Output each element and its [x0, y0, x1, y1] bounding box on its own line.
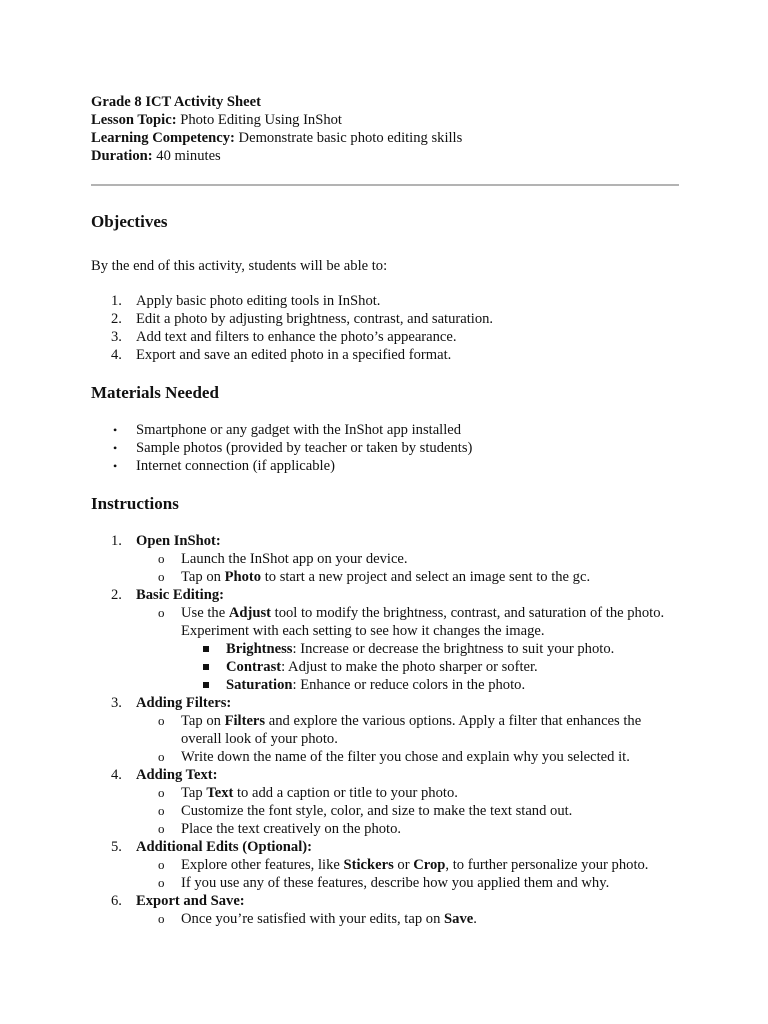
- objective-item: [91, 328, 679, 346]
- text-run: Write down the name of the filter you chose and explain why you selected it.: [181, 749, 630, 765]
- square-bullet-icon: [203, 682, 209, 688]
- material-item: [91, 439, 679, 457]
- text-run: or: [393, 857, 414, 873]
- setting-list: [181, 640, 679, 694]
- bold-term: Contrast: [226, 659, 282, 675]
- step-title: Additional Edits (Optional):: [136, 839, 312, 855]
- setting-item: [181, 640, 679, 658]
- text-run: and explore the various options. Apply a filter that enhances the overall look of your photo.: [181, 713, 642, 747]
- text-run: Use the: [181, 605, 229, 621]
- circle-bullet-icon: o: [158, 551, 165, 566]
- text-run: Once you’re satisfied with your edits, tap on: [181, 911, 445, 927]
- circle-bullet-icon: o: [158, 821, 165, 836]
- text-run: Place the text creatively on the photo.: [181, 821, 402, 837]
- bold-term: Adjust: [228, 605, 271, 621]
- material-item: [91, 421, 679, 439]
- learning-competency-label: Learning Competency:: [91, 130, 235, 146]
- substep-item: [136, 802, 679, 820]
- substep-item: [136, 604, 679, 694]
- objective-text: Edit a photo by adjusting brightness, contrast, and saturation.: [136, 311, 494, 327]
- material-item: [91, 457, 679, 475]
- step-substeps: [136, 784, 679, 838]
- step-substeps: [136, 712, 679, 766]
- materials-list: [91, 421, 679, 475]
- circle-bullet-icon: o: [158, 569, 165, 584]
- text-run: Tap: [181, 785, 207, 801]
- objective-text: Export and save an edited photo in a specified format.: [136, 347, 452, 363]
- material-text: Smartphone or any gadget with the InShot app installed: [136, 422, 462, 438]
- bullet-icon: •: [113, 459, 118, 473]
- text-run: tool to modify the brightness, contrast, and saturation of the photo. Experiment with each setting to see how it changes the image.: [181, 605, 665, 639]
- substep-item: [136, 856, 679, 874]
- step-substeps: [136, 550, 679, 586]
- square-bullet-icon: [203, 646, 209, 652]
- list-number: 4.: [111, 767, 122, 783]
- instruction-step: [91, 766, 679, 838]
- step-title: Export and Save:: [136, 893, 245, 909]
- list-number: 6.: [111, 893, 122, 909]
- circle-bullet-icon: o: [158, 605, 165, 620]
- text-run: : Adjust to make the photo sharper or softer.: [281, 659, 538, 675]
- step-title: Adding Filters:: [136, 695, 232, 711]
- objective-item: [91, 292, 679, 310]
- circle-bullet-icon: o: [158, 857, 165, 872]
- list-number: 1.: [111, 293, 122, 309]
- sheet-title: Grade 8 ICT Activity Sheet: [91, 94, 261, 110]
- instruction-step: [91, 838, 679, 892]
- instructions-list: [91, 532, 679, 928]
- objectives-list: [91, 292, 679, 364]
- list-number: 2.: [111, 587, 122, 603]
- document-header: [91, 93, 679, 165]
- instruction-step: [91, 586, 679, 694]
- substep-item: [136, 550, 679, 568]
- substep-item: [136, 874, 679, 892]
- material-text: Internet connection (if applicable): [136, 458, 335, 474]
- text-run: Launch the InShot app on your device.: [181, 551, 408, 567]
- duration: [91, 147, 679, 165]
- step-substeps: [136, 604, 679, 694]
- substep-item: [136, 910, 679, 928]
- objective-text: Add text and filters to enhance the photo’s appearance.: [136, 329, 457, 345]
- text-run: : Increase or decrease the brightness to suit your photo.: [292, 641, 615, 657]
- duration-label: Duration:: [91, 148, 153, 164]
- duration-value: 40 minutes: [152, 148, 221, 164]
- list-number: 5.: [111, 839, 122, 855]
- materials-heading: Materials Needed: [91, 383, 219, 402]
- lesson-topic-label: Lesson Topic:: [91, 112, 177, 128]
- substep-item: [136, 748, 679, 766]
- bold-term: Brightness: [226, 641, 293, 657]
- substep-item: [136, 568, 679, 586]
- text-run: Tap on: [181, 569, 225, 585]
- circle-bullet-icon: o: [158, 875, 165, 890]
- objectives-intro: By the end of this activity, students will be able to:: [91, 258, 388, 274]
- text-run: to start a new project and select an image sent to the gc.: [261, 569, 591, 585]
- setting-item: [181, 676, 679, 694]
- lesson-topic: [91, 111, 679, 129]
- activity-sheet: [91, 93, 679, 928]
- step-title: Adding Text:: [136, 767, 218, 783]
- bold-term: Filters: [224, 713, 266, 729]
- step-title: Open InShot:: [136, 533, 221, 549]
- objective-text: Apply basic photo editing tools in InShot.: [136, 293, 381, 309]
- text-run: If you use any of these features, describe how you applied them and why.: [181, 875, 610, 891]
- text-run: to add a caption or title to your photo.: [233, 785, 458, 801]
- learning-competency: [91, 129, 679, 147]
- circle-bullet-icon: o: [158, 713, 165, 728]
- circle-bullet-icon: o: [158, 749, 165, 764]
- step-substeps: [136, 856, 679, 892]
- horizontal-divider: [91, 184, 679, 186]
- list-number: 3.: [111, 695, 122, 711]
- objective-item: [91, 346, 679, 364]
- square-bullet-icon: [203, 664, 209, 670]
- text-run: , to further personalize your photo.: [445, 857, 649, 873]
- lesson-topic-value: Photo Editing Using InShot: [176, 112, 342, 128]
- circle-bullet-icon: o: [158, 803, 165, 818]
- bold-term: Text: [206, 785, 234, 801]
- text-run: : Enhance or reduce colors in the photo.: [292, 677, 526, 693]
- list-number: 3.: [111, 329, 122, 345]
- instruction-step: [91, 694, 679, 766]
- circle-bullet-icon: o: [158, 785, 165, 800]
- list-number: 4.: [111, 347, 122, 363]
- bold-term: Crop: [413, 857, 446, 873]
- circle-bullet-icon: o: [158, 911, 165, 926]
- bold-term: Save: [444, 911, 474, 927]
- list-number: 1.: [111, 533, 122, 549]
- substep-item: [136, 784, 679, 802]
- learning-competency-value: Demonstrate basic photo editing skills: [234, 130, 463, 146]
- step-title: Basic Editing:: [136, 587, 224, 603]
- instruction-step: [91, 892, 679, 928]
- setting-item: [181, 658, 679, 676]
- bullet-icon: •: [113, 441, 118, 455]
- objective-item: [91, 310, 679, 328]
- step-substeps: [136, 910, 679, 928]
- bold-term: Photo: [224, 569, 262, 585]
- text-run: Tap on: [181, 713, 225, 729]
- list-number: 2.: [111, 311, 122, 327]
- material-text: Sample photos (provided by teacher or taken by students): [136, 440, 473, 456]
- instructions-heading: Instructions: [91, 494, 179, 513]
- text-run: Explore other features, like: [181, 857, 344, 873]
- bullet-icon: •: [113, 423, 118, 437]
- bold-term: Stickers: [343, 857, 394, 873]
- bold-term: Saturation: [226, 677, 293, 693]
- text-run: .: [473, 911, 477, 927]
- text-run: Customize the font style, color, and size to make the text stand out.: [181, 803, 573, 819]
- substep-item: [136, 712, 679, 748]
- substep-item: [136, 820, 679, 838]
- instruction-step: [91, 532, 679, 586]
- objectives-heading: Objectives: [91, 212, 168, 231]
